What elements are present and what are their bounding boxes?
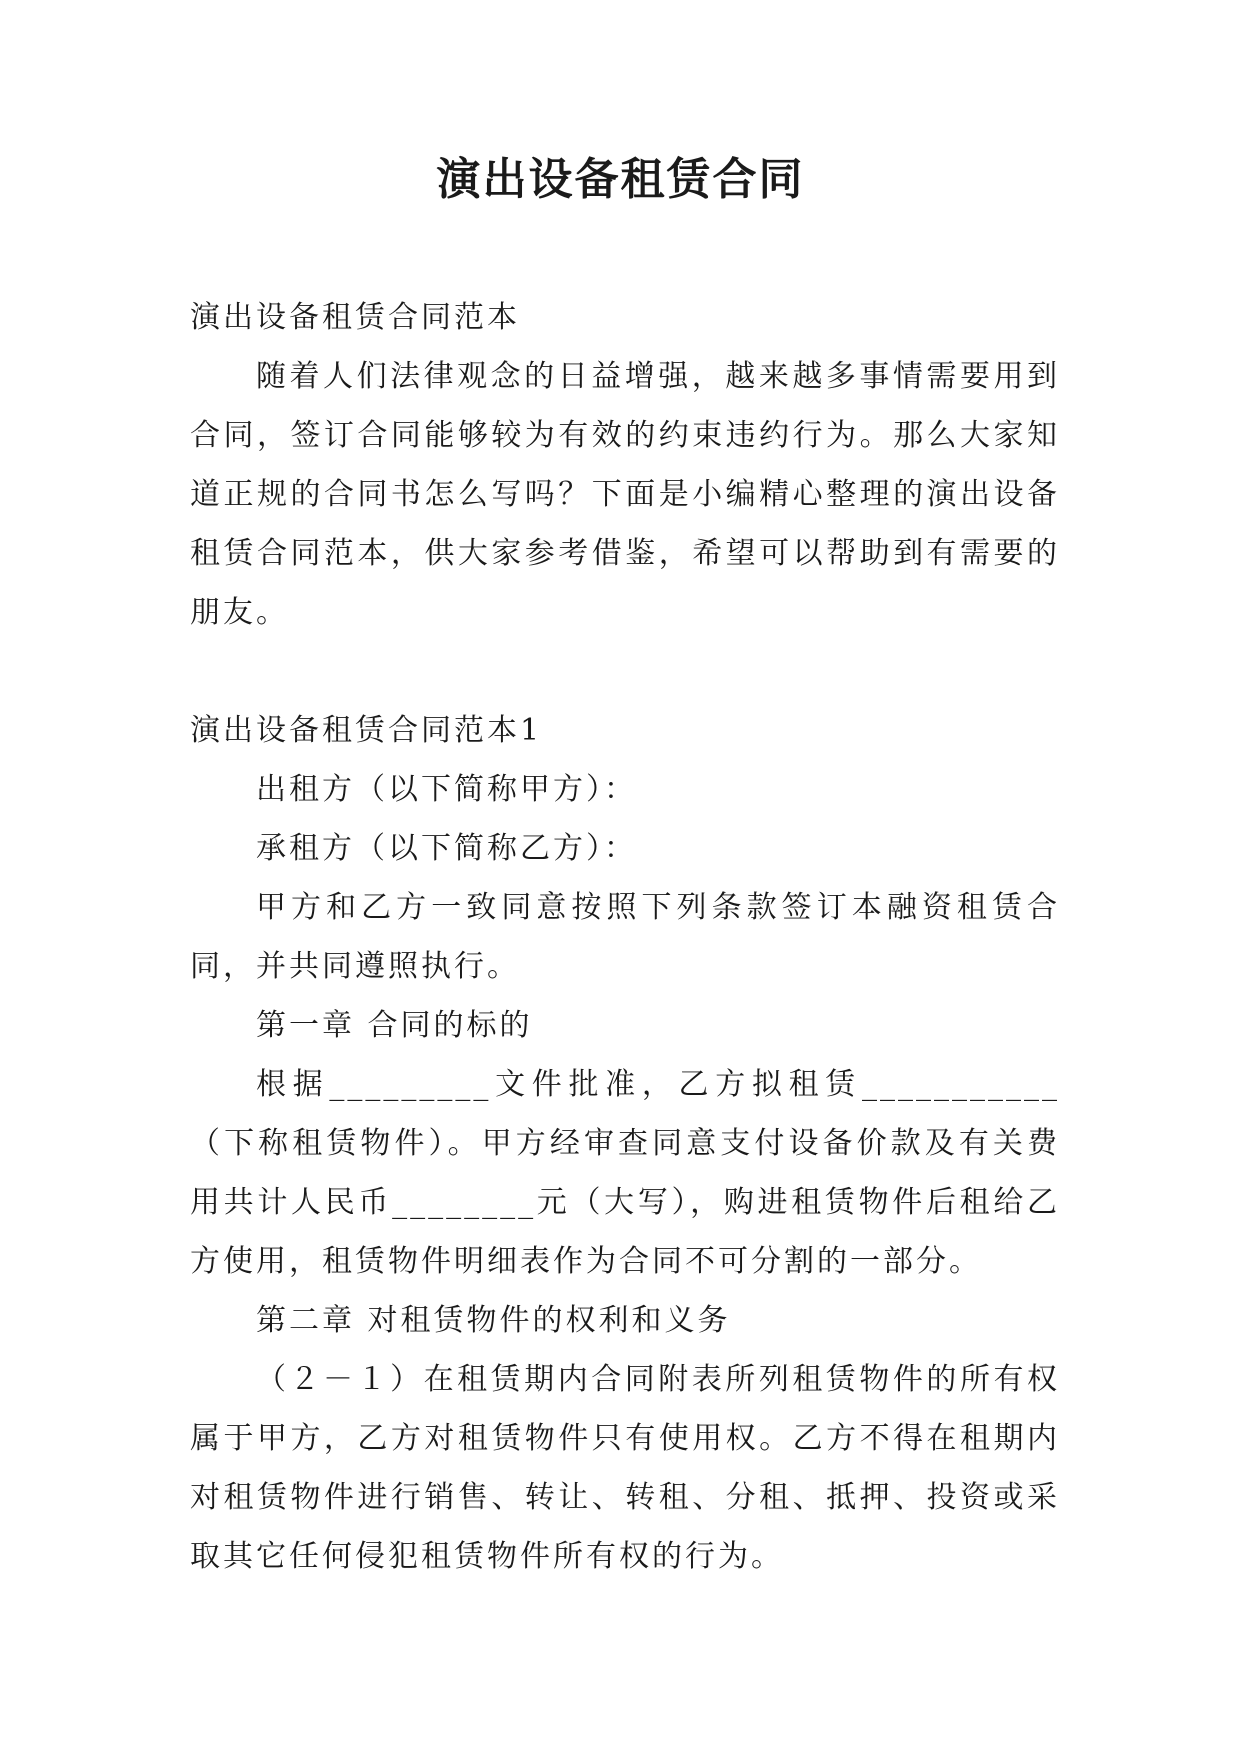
chapter-heading: 第一章 合同的标的: [256, 1008, 533, 1043]
clause-paragraph: （２－１）在租赁期内合同附表所列租赁物件的所有权属于甲方，乙方对租赁物件只有使用权。乙方不得在租期内对租赁物件进行销售、转让、转租、分租、抵押、投资或采取其它任何侵犯租赁物件所有权的行为。: [190, 1362, 1060, 1574]
agreement-paragraph: 甲方和乙方一致同意按照下列条款签订本融资租赁合同，并共同遵照执行。: [190, 890, 1060, 984]
paragraph-gap: [190, 642, 1060, 701]
lessee-line: 承租方（以下简称乙方）：: [256, 831, 637, 866]
document-title: 演出设备租赁合同: [436, 154, 805, 205]
clause-paragraph: 根据_________文件批准，乙方拟租赁___________（下称租赁物件）。甲方经审查同意支付设备价款及有关费用共计人民币________元（大写），购进租赁物件后租给乙方使用，租赁物件明细表作为合同不可分割的一部分。: [190, 1067, 1060, 1279]
document-body: [190, 288, 1060, 1586]
section-heading: 演出设备租赁合同范本: [190, 300, 520, 335]
lessor-line: 出租方（以下简称甲方）：: [256, 772, 637, 807]
intro-paragraph: 随着人们法律观念的日益增强，越来越多事情需要用到合同，签订合同能够较为有效的约束违约行为。那么大家知道正规的合同书怎么写吗？下面是小编精心整理的演出设备租赁合同范本，供大家参考借鉴，希望可以帮助到有需要的朋友。: [190, 359, 1060, 630]
section-heading: 演出设备租赁合同范本1: [190, 713, 543, 748]
chapter-heading: 第二章 对租赁物件的权利和义务: [256, 1303, 731, 1338]
